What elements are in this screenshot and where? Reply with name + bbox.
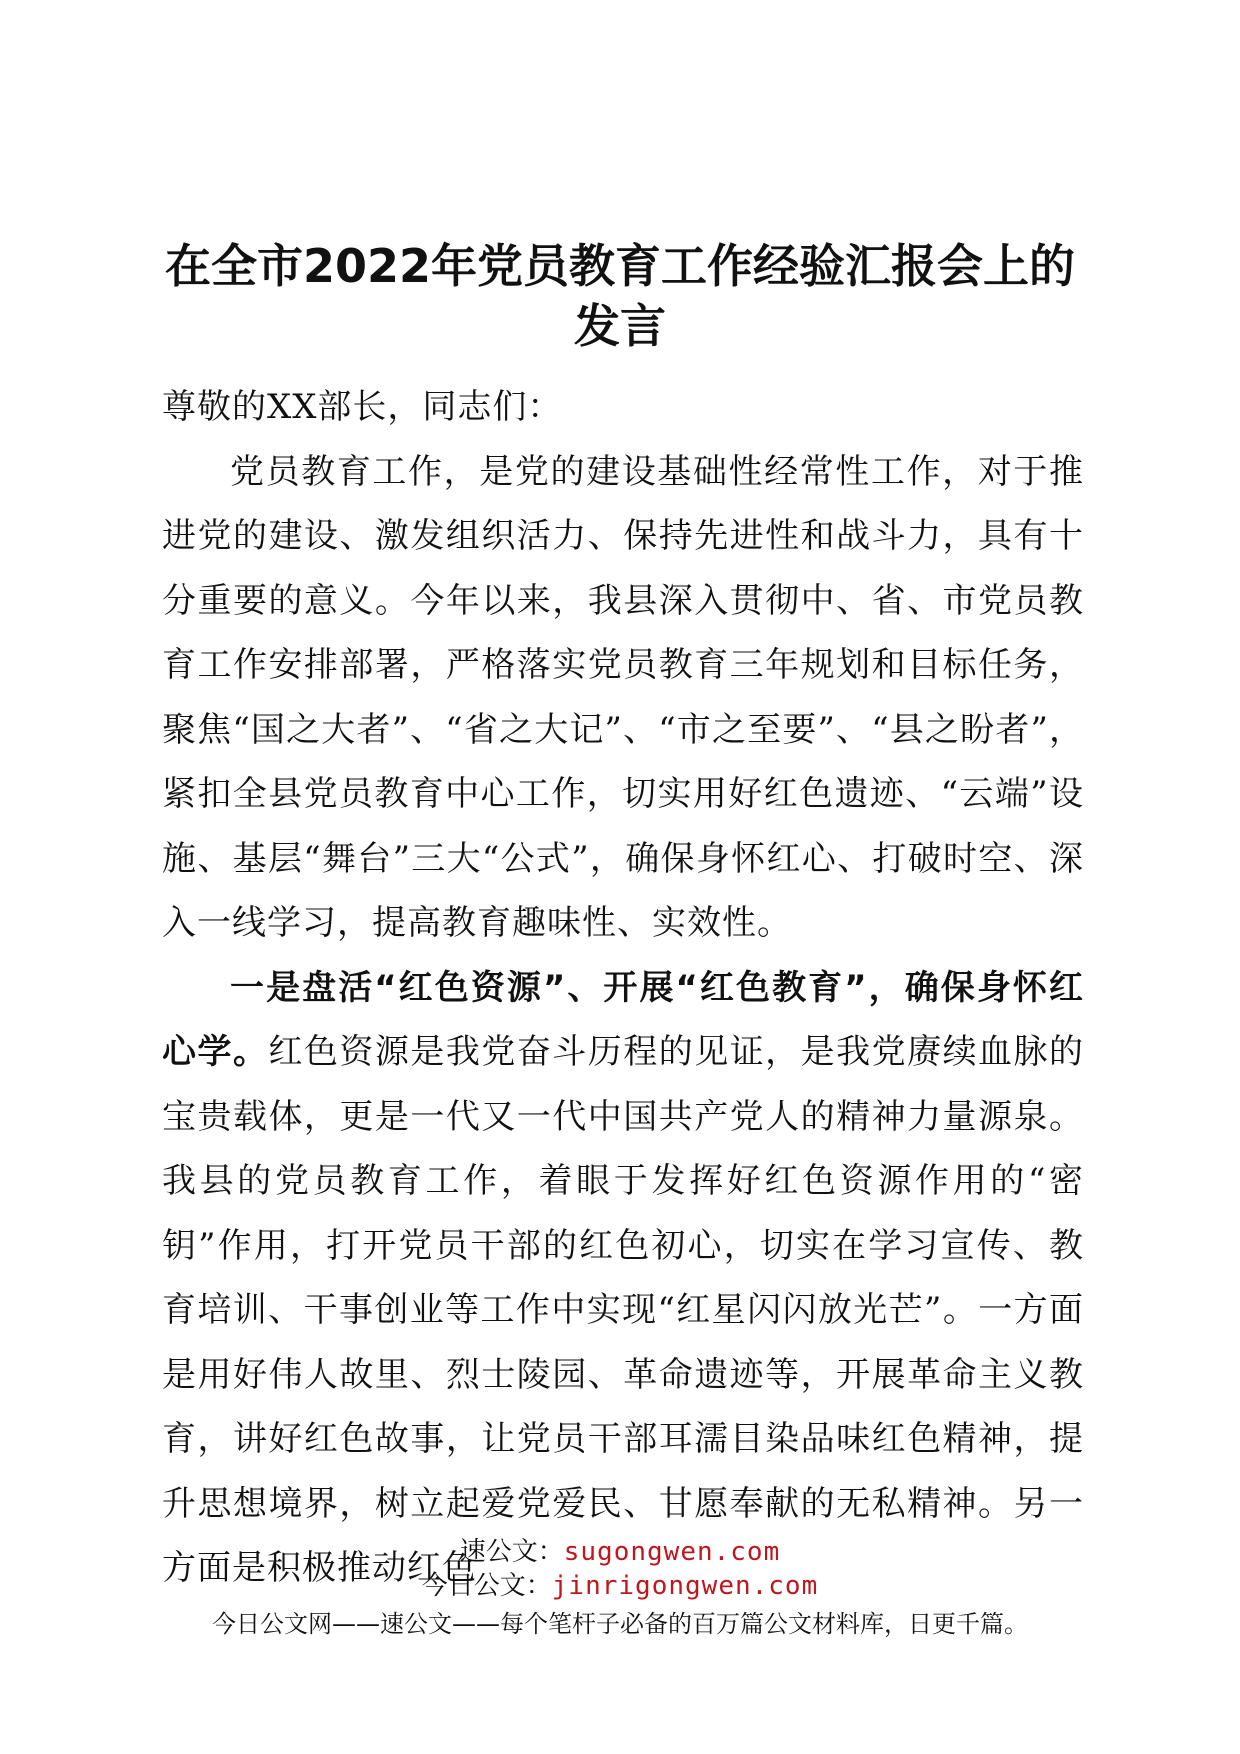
document-title: 在全市2022年党员教育工作经验汇报会上的发言 xyxy=(164,239,1076,353)
point-heading: 一是盘活“红色资源”、开展“红色教育”，确保身怀红心学。 xyxy=(162,967,1084,1072)
paragraph-text: 党员教育工作，是党的建设基础性经常性工作，对于推进党的建设、激发组织活力、保持先进性和战斗力，具有十分重要的意义。今年以来，我县深入贯彻中、省、市党员教育工作安排部署，严格落实党员教育三年规划和目标任务，聚焦“国之大者”、“省之大记”、“市之至要”、“县之盼者”，紧扣全县党员教育中心工作，切实用好红色遗迹、“云端”设施、基层“舞台”三大“公式”，确保身怀红心、打破时空、深入一线学习，提高教育趣味性、实效性。 xyxy=(162,451,1084,943)
paragraph-intro xyxy=(162,440,1084,956)
salutation: 尊敬的XX部长，同志们： xyxy=(162,387,563,427)
footer xyxy=(0,1535,1240,1641)
footer-line-sugongwen xyxy=(0,1535,1240,1569)
sugongwen-link[interactable]: sugongwen.com xyxy=(563,1537,781,1567)
paragraph-point-one xyxy=(162,956,1084,1601)
footer-slogan: 今日公文网——速公文——每个笔杆子必备的百万篇公文材料库，日更千篇。 xyxy=(212,1610,1028,1638)
footer-label: 速公文： xyxy=(459,1537,564,1567)
document-body xyxy=(162,375,1084,1601)
footer-label: 今日公文： xyxy=(421,1571,552,1601)
paragraph-text: 红色资源是我党奋斗历程的见证，是我党赓续血脉的宝贵载体，更是一代又一代中国共产党人的精神力量源泉。我县的党员教育工作，着眼于发挥好红色资源作用的“密钥”作用，打开党员干部的红色初心，切实在学习宣传、教育培训、干事创业等工作中实现“红星闪闪放光芒”。一方面是用好伟人故里、烈士陵园、革命遗迹等，开展革命主义教育，讲好红色故事，让党员干部耳濡目染品味红色精神，提升思想境界，树立起爱党爱民、甘愿奉献的无私精神。另一方面是积极推动红色 xyxy=(162,1032,1085,1588)
jinrigongwen-link[interactable]: jinrigongwen.com xyxy=(551,1571,819,1601)
footer-line-jinrigongwen xyxy=(0,1569,1240,1603)
